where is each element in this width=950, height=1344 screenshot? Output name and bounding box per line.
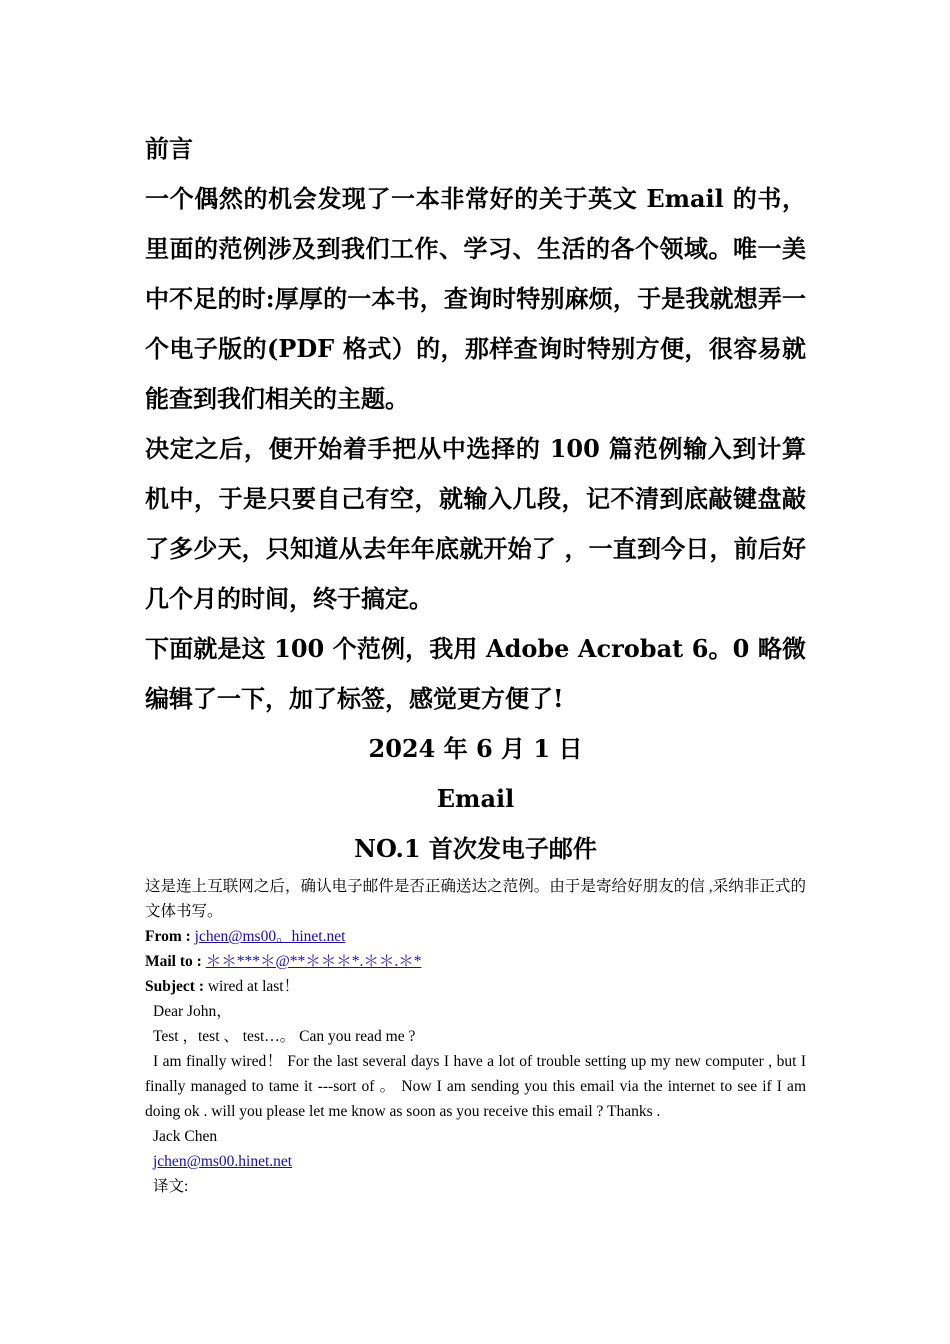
preface-heading: 前言: [145, 134, 193, 163]
preface-paragraph-3: 下面就是这 100 个范例，我用 Adobe Acrobat 6。0 略微编辑了一下，加了标签，感觉更方便了!: [145, 634, 806, 713]
email-from-row: [145, 924, 806, 949]
section-intro: 这是连上互联网之后，确认电子邮件是否正确送达之范例。由于是寄给好朋友的信 ,采纳非正式的文体书写。: [145, 878, 806, 920]
signature-email-row: [145, 1149, 806, 1174]
preface-paragraph-1: 一个偶然的机会发现了一本非常好的关于英文 Email 的书，里面的范例涉及到我们工作、学习、生活的各个领域。唯一美中不足的时:厚厚的一本书，查询时特别麻烦，于是我就想弄一个电子版的(PDF 格式）的，那样查询时特别方便，很容易就能查到我们相关的主题。: [145, 184, 806, 413]
signature-email-link[interactable]: jchen@ms00.hinet.net: [153, 1153, 293, 1170]
preface-paragraph-2: 决定之后，便开始着手把从中选择的 100 篇范例输入到计算机中，于是只要自己有空，就输入几段，记不清到底敲键盘敲了多少天，只知道从去年年底就开始了 ，一直到今日，前后好几个月的时间，终于搞定。: [145, 434, 806, 613]
email-to-row: [145, 949, 806, 974]
email-subject-row: [145, 974, 806, 999]
email-greeting: Dear John，: [153, 1003, 232, 1020]
email-line-1: Test ，test 、 test…。 Can you read me ?: [153, 1028, 416, 1045]
signature-name: Jack Chen: [153, 1128, 218, 1145]
from-email-link[interactable]: jchen@ms00。hinet.net: [194, 928, 346, 945]
document-page: [145, 124, 806, 1199]
subject-value: wired at last！: [207, 978, 300, 995]
section-title: Email: [436, 784, 515, 813]
email-body: I am finally wired！ For the last several days I have a lot of trouble setting up my new computer , but I finally managed to tame it ---sort of 。 Now I am sending you this email via the internet to see if I am doing ok . will you please let me know as soon as you receive this email ? Thanks .: [145, 1053, 806, 1120]
subject-label: Subject :: [145, 978, 204, 995]
to-label: Mail to :: [145, 953, 202, 970]
section-subtitle: NO.1 首次发电子邮件: [354, 834, 597, 863]
preface-date: 2024 年 6 月 1 日: [368, 734, 583, 763]
from-label: From :: [145, 928, 191, 945]
translation-label: 译文:: [153, 1178, 189, 1195]
to-email-link[interactable]: ＊＊***＊@**＊＊＊*.＊＊.＊*: [205, 953, 422, 970]
